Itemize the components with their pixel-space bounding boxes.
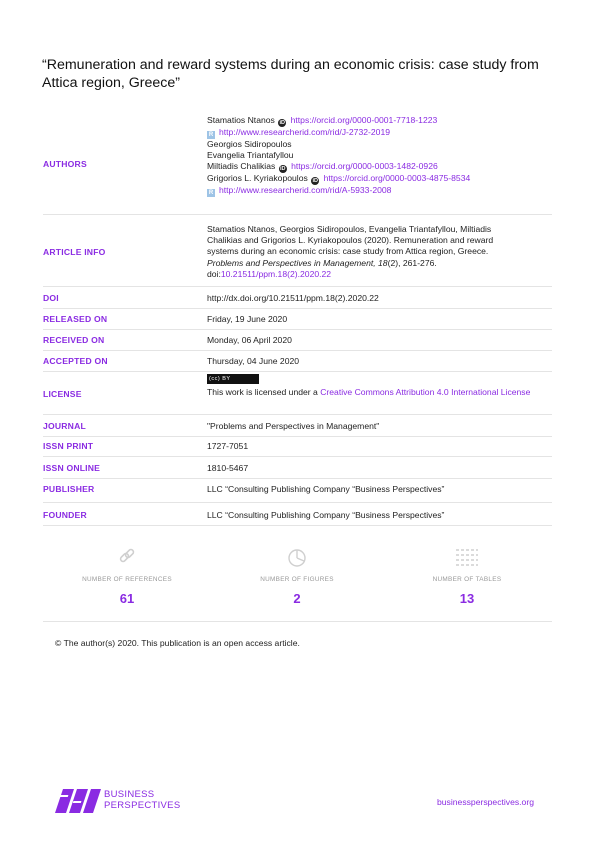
cc-badge-text: (cc) BY — [209, 376, 231, 382]
accepted-on-value: Thursday, 04 June 2020 — [207, 356, 300, 366]
author-1-name: Stamatios Ntanos — [207, 115, 275, 125]
issn-print-label: ISSN PRINT — [43, 441, 94, 451]
figures-value: 2 — [293, 591, 301, 606]
divider — [43, 214, 552, 215]
page-title: “Remuneration and reward systems during an economic crisis: case study from Attica region, Greece” — [42, 57, 539, 91]
author-5-name: Grigorios L. Kyriakopoulos — [207, 173, 308, 184]
journal-value: "Problems and Perspectives in Management" — [207, 421, 380, 431]
logo-line-2: PERSPECTIVES — [104, 800, 181, 811]
released-on-value: Friday, 19 June 2020 — [207, 314, 288, 324]
authors-label: AUTHORS — [43, 159, 87, 169]
orcid-icon: iD — [279, 166, 286, 173]
article-info-doi — [207, 269, 552, 280]
publisher-value: LLC “Consulting Publishing Company “Business Perspectives” — [207, 484, 445, 494]
pie-chart-icon — [282, 546, 312, 568]
author-5-rid — [207, 185, 552, 197]
founder-label: FOUNDER — [43, 510, 87, 520]
author-4 — [207, 161, 552, 173]
author-3-name: Evangelia Triantafyllou — [207, 150, 294, 161]
license-label: LICENSE — [43, 389, 82, 399]
issn-online-label: ISSN ONLINE — [43, 463, 101, 473]
article-info — [207, 224, 552, 280]
researcherid-icon: R — [208, 190, 214, 197]
figures-label: NUMBER OF FIGURES — [260, 576, 334, 583]
divider — [43, 329, 552, 330]
article-info-line: Chalikias and Grigorios L. Kyriakopoulos (2020). Remuneration and reward — [207, 235, 494, 246]
article-info-journal — [207, 258, 552, 269]
divider — [43, 502, 552, 503]
divider — [43, 621, 552, 622]
logo-line-1: BUSINESS — [104, 789, 155, 800]
cc-by-icon — [207, 374, 259, 384]
stat-tables — [402, 546, 532, 606]
business-perspectives-logo-icon — [49, 787, 101, 818]
license-value — [207, 374, 552, 398]
received-on-value: Monday, 06 April 2020 — [207, 335, 292, 345]
journal-label: JOURNAL — [43, 421, 86, 431]
article-info-line: systems during an economic crisis: case study from Attica region, Greece. — [207, 246, 489, 257]
publisher-label: PUBLISHER — [43, 484, 95, 494]
author-1 — [207, 115, 552, 127]
doi-link[interactable]: 10.21511/ppm.18(2).2020.22 — [220, 268, 332, 279]
researcherid-icon: R — [208, 132, 214, 138]
license-text-prefix: This work is licensed under a — [207, 387, 318, 398]
author-5-orcid-link[interactable]: https://orcid.org/0000-0003-4875-8534 — [323, 173, 471, 184]
stat-figures — [232, 546, 362, 606]
references-value: 61 — [119, 591, 135, 606]
doi-value[interactable]: http://dx.doi.org/10.21511/ppm.18(2).2020.22 — [207, 293, 379, 303]
license-link[interactable]: Creative Commons Attribution 4.0 International License — [320, 387, 531, 398]
article-info-line: Stamatios Ntanos, Georgios Sidiropoulos, Evangelia Triantafyllou, Miltiadis — [207, 224, 492, 234]
divider — [43, 350, 552, 351]
issn-online-value: 1810-5467 — [207, 463, 249, 473]
references-label: NUMBER OF REFERENCES — [82, 576, 172, 583]
article-info-label: ARTICLE INFO — [43, 247, 106, 257]
divider — [43, 286, 552, 287]
author-5 — [207, 173, 552, 185]
divider — [43, 414, 552, 415]
orcid-icon: iD — [312, 178, 318, 185]
accepted-on-label: ACCEPTED ON — [43, 356, 108, 366]
journal-italic: Problems and Perspectives in Management, 18 — [207, 257, 388, 268]
business-perspectives-logo-text — [104, 789, 180, 811]
authors-list — [207, 115, 552, 197]
link-icon — [112, 546, 142, 568]
site-link[interactable]: businessperspectives.org — [437, 797, 534, 807]
stat-references — [62, 546, 192, 606]
author-1-rid — [207, 127, 552, 139]
author-5-rid-link[interactable]: http://www.researcherid.com/rid/A-5933-2008 — [219, 185, 392, 196]
author-1-orcid-link[interactable]: https://orcid.org/0000-0001-7718-1223 — [290, 115, 438, 125]
author-1-rid-link[interactable]: http://www.researcherid.com/rid/J-2732-2019 — [219, 127, 390, 137]
tables-value: 13 — [459, 591, 475, 606]
tables-label: NUMBER OF TABLES — [432, 576, 502, 583]
copyright-notice: © The author(s) 2020. This publication is an open access article. — [55, 638, 300, 648]
author-4-name: Miltiadis Chalikias — [207, 161, 276, 172]
released-on-label: RELEASED ON — [43, 314, 108, 324]
founder-value: LLC “Consulting Publishing Company “Business Perspectives” — [207, 510, 445, 520]
divider — [43, 525, 552, 526]
orcid-icon: iD — [279, 120, 285, 126]
issn-print-value: 1727-7051 — [207, 441, 249, 451]
author-4-orcid-link[interactable]: https://orcid.org/0000-0003-1482-0926 — [291, 161, 438, 172]
author-2-name: Georgios Sidiropoulos — [207, 139, 292, 149]
cc-badge[interactable] — [207, 374, 552, 387]
divider — [43, 308, 552, 309]
divider — [43, 371, 552, 372]
issue-pages: (2), 261-276. — [387, 257, 437, 268]
doi-prefix: doi: — [207, 268, 221, 279]
divider — [43, 456, 552, 457]
divider — [43, 478, 552, 479]
divider — [43, 436, 552, 437]
table-icon — [452, 546, 482, 568]
received-on-label: RECEIVED ON — [43, 335, 105, 345]
license-text — [207, 387, 552, 398]
doi-label: DOI — [43, 293, 59, 303]
